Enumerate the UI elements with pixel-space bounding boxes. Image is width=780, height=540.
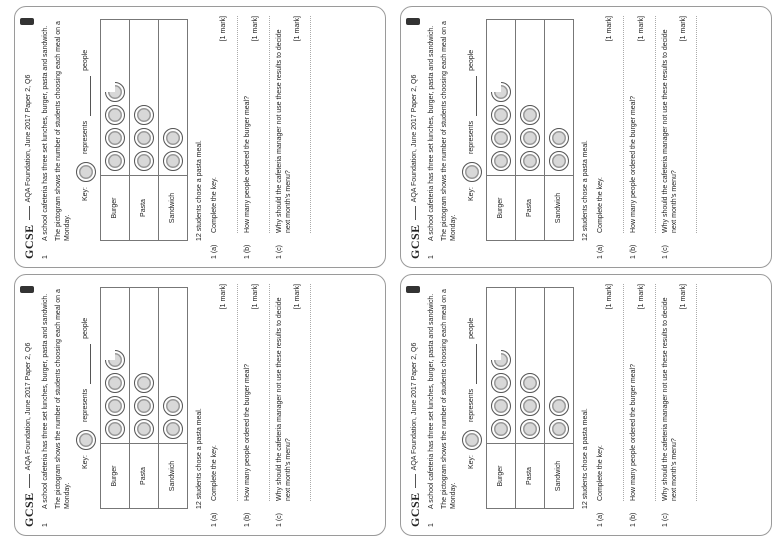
circle-symbol-icon [105,151,125,171]
circle-symbol-icon [520,151,540,171]
pictogram-symbols [158,19,187,175]
source-label: AQA Foundation, June 2017 Paper 2, Q6 [24,74,32,202]
mark-label: [1 mark] [679,15,686,41]
question-number: 1 [427,522,435,527]
pictogram-row-label: Burger [100,175,129,240]
worksheet-header [18,10,39,265]
answer-line[interactable] [302,16,311,233]
part-text: Why should the cafeteria manager not use these results to decide next month's menu? [661,28,678,233]
part-text: How many people ordered the burger meal? [629,95,636,233]
mark-label: [1 mark] [293,15,300,41]
worksheet-card-2 [400,6,772,268]
pictogram-symbols [100,287,129,443]
circle-symbol-icon [491,105,511,125]
question-text [42,16,192,241]
partial-circle-symbol-icon [491,350,511,370]
circle-symbol-icon [549,419,569,439]
mark-label: [1 mark] [219,283,227,309]
part-number: 1 (c) [275,512,283,527]
worksheet-card-3 [14,274,386,536]
question-parts [211,10,311,265]
pictogram-symbols [129,19,158,175]
circle-symbol-icon [520,128,540,148]
pictogram-row-label: Sandwich [158,175,187,240]
worksheet-card-1 [14,6,386,268]
part-text: How many people ordered the burger meal? [243,363,250,501]
key-blank-field[interactable] [81,343,90,383]
question-intro: A school cafeteria has three set lunches, burger, pasta and sandwich. [427,293,435,509]
question-part [597,278,606,533]
pictogram-table [486,19,574,241]
pictogram-intro: The pictogram shows the number of students choosing each meal on a Monday. [440,288,456,509]
circle-symbol-icon [163,128,183,148]
pictogram-key [462,284,482,469]
pictogram-row-label: Pasta [515,443,544,508]
pictogram-row [486,287,515,508]
part-number: 1 (a) [596,244,604,259]
key-circle-icon [462,429,482,449]
key-people: people [467,49,475,71]
mark-label: [1 mark] [637,283,645,309]
circle-symbol-icon [163,419,183,439]
pictogram-key [76,284,96,469]
worksheet-header [404,10,425,265]
answer-line[interactable] [302,284,311,501]
key-represents: represents [81,388,89,422]
pictogram-symbols [129,287,158,443]
brand-logo: GCSE [21,223,36,259]
key-represents: represents [467,388,475,422]
pictogram-row [158,19,187,240]
pictogram-row [544,19,573,240]
pictogram-row-label: Sandwich [158,443,187,508]
mark-label: [1 mark] [637,15,645,41]
key-blank-field[interactable] [81,75,90,115]
mark-label: [1 mark] [251,283,259,309]
key-represents: represents [467,120,475,154]
key-circle-icon [76,161,96,181]
key-people: people [81,49,89,71]
circle-symbol-icon [491,128,511,148]
key-label: Key: [467,186,475,201]
worksheet-card-4 [400,274,772,536]
pictogram-symbols [486,19,515,175]
answer-line[interactable] [688,284,697,501]
circle-symbol-icon [520,105,540,125]
pictogram-row-label: Pasta [515,175,544,240]
key-label: Key: [81,186,89,201]
mark-label: [1 mark] [605,283,613,309]
question-parts [211,278,311,533]
pictogram-row [544,287,573,508]
answer-line[interactable] [228,16,237,233]
question-number: 1 [41,522,49,527]
circle-symbol-icon [134,105,154,125]
question-intro: A school cafeteria has three set lunches, burger, pasta and sandwich. [41,293,49,509]
part-text: How many people ordered the burger meal? [243,95,250,233]
partial-circle-symbol-icon [105,350,125,370]
circle-symbol-icon [105,105,125,125]
circle-symbol-icon [134,128,154,148]
part-number: 1 (b) [243,244,250,259]
circle-symbol-icon [549,396,569,416]
answer-line[interactable] [647,16,656,233]
part-number: 1 (c) [661,244,669,259]
phone-icon [406,18,420,25]
circle-symbol-icon [520,373,540,393]
worksheet-content [18,278,383,533]
key-circle-icon [462,161,482,181]
question-parts [597,10,697,265]
header-rule [29,474,30,488]
part-text: Complete the key. [596,176,604,233]
circle-symbol-icon [491,419,511,439]
pictogram-table [100,19,188,241]
answer-line[interactable] [614,16,623,233]
worksheet-content [18,10,383,265]
key-blank-field[interactable] [467,343,476,383]
pictogram-table [100,287,188,509]
part-text: Why should the cafeteria manager not use these results to decide next month's menu? [275,296,292,501]
question-number: 1 [427,254,435,259]
circle-symbol-icon [105,373,125,393]
question-part [243,278,252,533]
key-represents: represents [81,120,89,154]
answer-line[interactable] [647,284,656,501]
worksheet-content [404,278,769,533]
question-part [629,10,638,265]
pictogram-row-label: Burger [486,443,515,508]
circle-symbol-icon [163,396,183,416]
circle-symbol-icon [134,151,154,171]
mark-label: [1 mark] [679,283,686,309]
question-intro: A school cafeteria has three set lunches, burger, pasta and sandwich. [41,25,49,241]
question-text [42,284,192,509]
question-text [428,16,578,241]
pasta-statement: 12 students chose a pasta meal. [581,407,589,509]
brand-logo: GCSE [21,491,36,527]
question-block [42,10,192,265]
answer-line[interactable] [688,16,697,233]
key-circle-icon [76,429,96,449]
answer-line[interactable] [261,16,270,233]
question-parts [597,278,697,533]
partial-circle-symbol-icon [105,82,125,102]
pictogram-row [100,287,129,508]
circle-symbol-icon [134,373,154,393]
pasta-statement: 12 students chose a pasta meal. [581,139,589,241]
question-part [662,278,680,533]
part-text: Complete the key. [596,444,604,501]
source-label: AQA Foundation, June 2017 Paper 2, Q6 [24,342,32,470]
question-block [42,278,192,533]
circle-symbol-icon [105,419,125,439]
pictogram-symbols [515,19,544,175]
pictogram-symbols [515,287,544,443]
part-number: 1 (a) [210,512,218,527]
question-part [276,278,294,533]
circle-symbol-icon [105,396,125,416]
pasta-statement: 12 students chose a pasta meal. [195,139,203,241]
pictogram-row [158,287,187,508]
pictogram-key [462,16,482,201]
pictogram-row [129,19,158,240]
mark-label: [1 mark] [251,15,259,41]
circle-symbol-icon [549,151,569,171]
pictogram-row-label: Sandwich [544,175,573,240]
pictogram-row-label: Burger [100,443,129,508]
pictogram-row-label: Burger [486,175,515,240]
question-part [629,278,638,533]
pictogram-symbols [544,287,573,443]
worksheet-header [18,278,39,533]
question-part [662,10,680,265]
answer-line[interactable] [614,284,623,501]
question-part [243,10,252,265]
source-label: AQA Foundation, June 2017 Paper 2, Q6 [410,74,418,202]
header-rule [415,474,416,488]
pictogram-row [515,287,544,508]
phone-icon [406,286,420,293]
phone-icon [20,18,34,25]
source-label: AQA Foundation, June 2017 Paper 2, Q6 [410,342,418,470]
question-part [597,10,606,265]
pasta-statement: 12 students chose a pasta meal. [195,407,203,509]
pictogram-intro: The pictogram shows the number of students choosing each meal on a Monday. [440,20,456,241]
pictogram-symbols [544,19,573,175]
key-people: people [467,317,475,339]
question-text [428,284,578,509]
part-text: Why should the cafeteria manager not use these results to decide next month's menu? [661,296,678,501]
question-part [211,10,220,265]
pictogram-key [76,16,96,201]
circle-symbol-icon [105,128,125,148]
circle-symbol-icon [491,151,511,171]
pictogram-row-label: Pasta [129,175,158,240]
pictogram-row [486,19,515,240]
worksheet-content [404,10,769,265]
pictogram-symbols [100,19,129,175]
circle-symbol-icon [163,151,183,171]
answer-line[interactable] [228,284,237,501]
part-text: How many people ordered the burger meal? [629,363,636,501]
part-text: Complete the key. [210,176,218,233]
header-rule [415,206,416,220]
pictogram-intro: The pictogram shows the number of students choosing each meal on a Monday. [54,20,70,241]
pictogram-symbols [158,287,187,443]
key-label: Key: [81,454,89,469]
answer-line[interactable] [261,284,270,501]
part-text: Complete the key. [210,444,218,501]
part-number: 1 (b) [629,244,636,259]
circle-symbol-icon [491,373,511,393]
circle-symbol-icon [134,396,154,416]
pictogram-symbols [486,287,515,443]
brand-logo: GCSE [407,491,422,527]
circle-symbol-icon [134,419,154,439]
partial-circle-symbol-icon [491,82,511,102]
question-part [211,278,220,533]
question-block [428,10,578,265]
worksheet-header [404,278,425,533]
part-text: Why should the cafeteria manager not use these results to decide next month's menu? [275,28,292,233]
mark-label: [1 mark] [293,283,300,309]
question-intro: A school cafeteria has three set lunches, burger, pasta and sandwich. [427,25,435,241]
mark-label: [1 mark] [219,15,227,41]
brand-logo: GCSE [407,223,422,259]
key-label: Key: [467,454,475,469]
pictogram-row-label: Sandwich [544,443,573,508]
key-people: people [81,317,89,339]
pictogram-row [515,19,544,240]
phone-icon [20,286,34,293]
pictogram-row [129,287,158,508]
part-number: 1 (a) [596,512,604,527]
key-blank-field[interactable] [467,75,476,115]
question-number: 1 [41,254,49,259]
pictogram-table [486,287,574,509]
pictogram-row [100,19,129,240]
mark-label: [1 mark] [605,15,613,41]
circle-symbol-icon [549,128,569,148]
part-number: 1 (a) [210,244,218,259]
circle-symbol-icon [520,396,540,416]
question-part [276,10,294,265]
question-block [428,278,578,533]
part-number: 1 (c) [275,244,283,259]
circle-symbol-icon [520,419,540,439]
part-number: 1 (b) [629,512,636,527]
part-number: 1 (c) [661,512,669,527]
circle-symbol-icon [491,396,511,416]
pictogram-row-label: Pasta [129,443,158,508]
part-number: 1 (b) [243,512,250,527]
header-rule [29,206,30,220]
pictogram-intro: The pictogram shows the number of students choosing each meal on a Monday. [54,288,70,509]
